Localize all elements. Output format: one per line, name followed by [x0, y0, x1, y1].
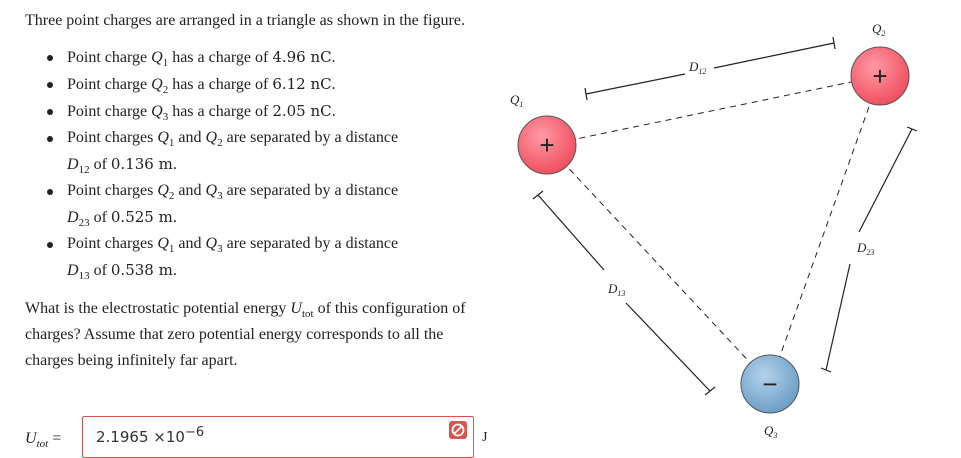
answer-label: $U_{tot}$ =: [25, 430, 62, 451]
incorrect-icon: [449, 421, 467, 439]
charge-q3: [741, 355, 799, 413]
given-q2: Point charge $Q_2$ has a charge of 6.12 nC.: [25, 71, 475, 98]
problem-text: [25, 0, 475, 374]
given-d23: Point charges $Q_2$ and $Q_3$ are separated by a distance $D_{23}$ of 0.525 m.: [25, 178, 475, 231]
d12-value: 0.136 m: [110, 155, 173, 173]
q2-label: $Q_2$: [872, 21, 886, 38]
figure-svg: [480, 0, 961, 444]
given-q1: Point charge $Q_1$ has a charge of 4.96 nC.: [25, 44, 475, 71]
charge-q2: [851, 47, 909, 105]
d23-value: 0.525 m: [110, 208, 173, 226]
side-q1-q3: [547, 145, 770, 384]
problem-intro: Three point charges are arranged in a triangle as shown in the figure.: [25, 12, 465, 29]
given-list: [25, 44, 475, 284]
charge-triangle-figure: [480, 0, 961, 444]
q3-label: $Q_3$: [764, 423, 778, 440]
d12-dimension: [585, 37, 835, 100]
d13-label: $D_{13}$: [608, 281, 626, 298]
given-q3: Point charge $Q_3$ has a charge of 2.05 nC.: [25, 98, 475, 125]
d13-value: 0.538 m: [110, 261, 173, 279]
q1-sign: +: [539, 130, 555, 160]
q3-sign: −: [762, 369, 778, 399]
q2-value: 6.12 nC: [272, 75, 332, 93]
given-d12: Point charges $Q_1$ and $Q_2$ are separated by a distance $D_{12}$ of 0.136 m.: [25, 125, 475, 178]
side-q2-q3: [770, 76, 880, 384]
d23-label: $D_{23}$: [857, 240, 875, 257]
answer-unit: J: [482, 430, 488, 445]
q1-value: 4.96 nC: [272, 48, 332, 66]
charge-q1: [518, 116, 576, 174]
question-text: What is the electrostatic potential energy $U_{tot}$ of this configuration of charges? Assume that zero potential energy corresponds to all the charges being infinitely far apart.: [25, 300, 466, 369]
answer-input[interactable]: [82, 416, 474, 458]
d12-label: $D_{12}$: [689, 59, 707, 76]
given-d13: Point charges $Q_1$ and $Q_3$ are separated by a distance $D_{13}$ of 0.538 m.: [25, 231, 475, 284]
side-q1-q2: [547, 76, 880, 145]
q1-label: $Q_1$: [510, 92, 524, 109]
q2-sign: +: [872, 61, 888, 91]
answer-row: [25, 416, 488, 456]
q3-value: 2.05 nC: [272, 102, 332, 120]
answer-value: $2.1965 \times 10^{-6}$: [96, 425, 205, 446]
